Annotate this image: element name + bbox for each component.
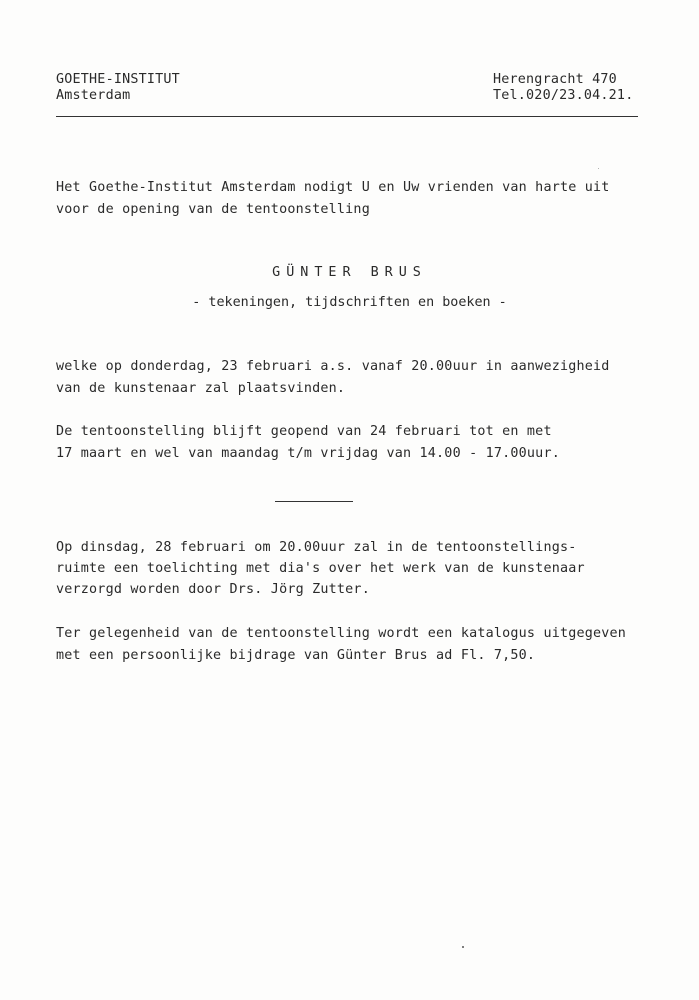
hours-line-2: 17 maart en wel van maandag t/m vrijdag van 14.00 - 17.00uur.	[56, 446, 560, 461]
opening-line-2: van de kunstenaar zal plaatsvinden.	[56, 381, 346, 396]
section-divider	[275, 501, 353, 502]
org-city: Amsterdam	[56, 88, 131, 103]
catalogue-line-2: met een persoonlijke bijdrage van Günter Brus ad Fl. 7,50.	[56, 648, 536, 663]
exhibition-subtitle: - tekeningen, tijdschriften en boeken -	[192, 295, 507, 310]
telephone: Tel.020/23.04.21.	[493, 88, 634, 103]
paper-speck	[598, 168, 599, 169]
lecture-line-2: ruimte een toelichting met dia's over het werk van de kunstenaar	[56, 561, 585, 576]
hours-line-1: De tentoonstelling blijft geopend van 24 februari tot en met	[56, 424, 552, 439]
catalogue-line-1: Ter gelegenheid van de tentoonstelling wordt een katalogus uitgegeven	[56, 626, 627, 641]
intro-line-1: Het Goethe-Institut Amsterdam nodigt U en Uw vrienden van harte uit	[56, 180, 610, 195]
org-name: GOETHE-INSTITUT	[56, 72, 180, 87]
opening-line-1: welke op donderdag, 23 februari a.s. vanaf 20.00uur in aanwezigheid	[56, 359, 610, 374]
paper-speck	[462, 946, 464, 948]
lecture-line-1: Op dinsdag, 28 februari om 20.00uur zal in de tentoonstellings-	[56, 540, 577, 555]
address: Herengracht 470	[493, 72, 617, 87]
artist-name: GÜNTER BRUS	[272, 265, 427, 280]
header-rule	[56, 116, 638, 117]
intro-line-2: voor de opening van de tentoonstelling	[56, 202, 370, 217]
lecture-line-3: verzorgd worden door Drs. Jörg Zutter.	[56, 582, 370, 597]
